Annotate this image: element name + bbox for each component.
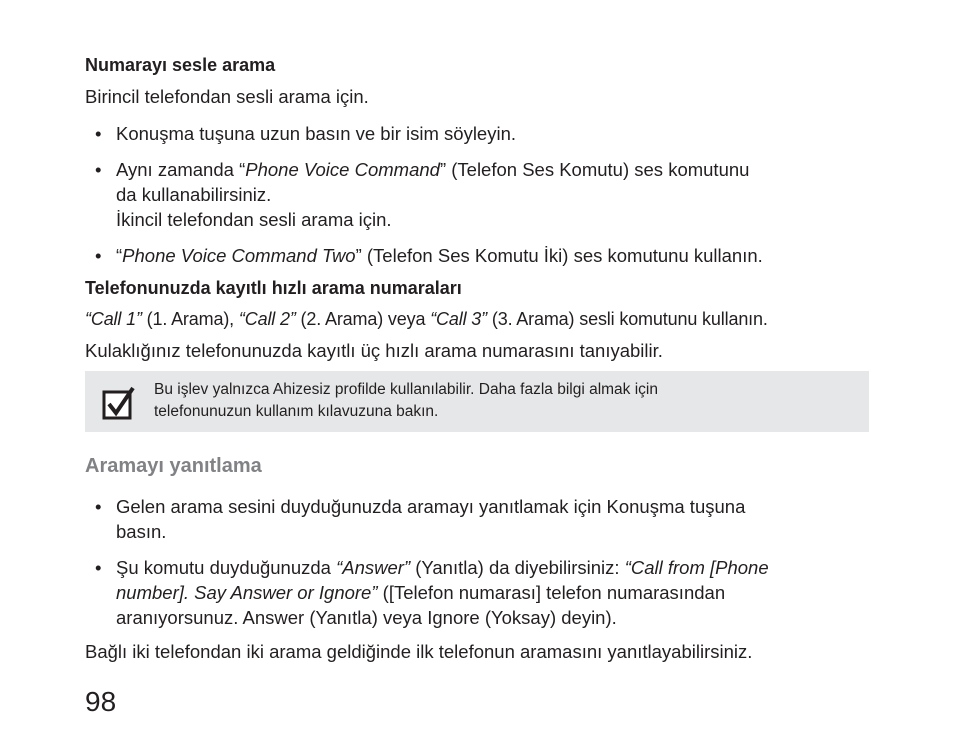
answer-bullet2-pre: Şu komutu duyduğunuzda [116, 557, 337, 578]
call-from-command: “Call from [Phone [624, 557, 769, 578]
bullet3-pre: “ [116, 245, 123, 266]
phone-voice-command: Phone Voice Command [245, 159, 440, 180]
answer-section-title: Aramayı yanıtlama [85, 455, 262, 477]
note-line-2: telefonunuzun kullanım kılavuzuna bakın. [154, 403, 439, 420]
voice-dial-bullet-3 [116, 243, 763, 268]
bullet-dot: • [95, 123, 102, 144]
voice-dial-bullet-1: Konuşma tuşuna uzun basın ve bir isim söyleyin. [116, 123, 517, 144]
call-2-tr: (2. Arama) veya [295, 309, 431, 329]
call-2: “Call 2” [238, 309, 296, 329]
note-line-1: Bu işlev yalnızca Ahizesiz profilde kullanılabilir. Daha fazla bilgi almak için [154, 381, 658, 398]
answer-bullet1-line1: Gelen arama sesini duyduğunuzda aramayı yanıtlamak için Konuşma tuşuna [116, 496, 746, 517]
bullet3-post: ” (Telefon Ses Komutu İki) ses komutunu kullanın. [355, 245, 763, 266]
say-answer-or-ignore: number]. Say Answer or Ignore” [116, 582, 378, 603]
voice-dial-heading: Numarayı sesle arama [85, 55, 276, 75]
answer-bullet-2 [116, 555, 769, 630]
answer-bullet2-mid: (Yanıtla) da diyebilirsiniz: [410, 557, 625, 578]
two-phones-note: Bağlı iki telefondan iki arama geldiğinde ilk telefonun aramasını yanıtlayabilirsiniz. [85, 641, 753, 662]
speed-dial-commands [85, 309, 768, 330]
bullet2-post: ” (Telefon Ses Komutu) ses komutunu [439, 159, 750, 180]
call-3-tr: (3. Arama) sesli komutunu kullanın. [487, 309, 768, 329]
checkbox-icon [102, 386, 136, 420]
bullet-dot: • [95, 159, 102, 180]
speed-dial-heading: Telefonunuzda kayıtlı hızlı arama numaraları [85, 278, 462, 298]
page-number: 98 [85, 686, 117, 717]
primary-phone-intro: Birincil telefondan sesli arama için. [85, 86, 369, 107]
speed-dial-description: Kulaklığınız telefonunuzda kayıtlı üç hızlı arama numarasını tanıyabilir. [85, 340, 663, 361]
bullet-dot: • [95, 496, 102, 517]
call-1-tr: (1. Arama), [141, 309, 239, 329]
note-box [85, 371, 869, 432]
bullet2-pre: Aynı zamanda “ [116, 159, 246, 180]
call-3: “Call 3” [430, 309, 488, 329]
note-text [154, 379, 658, 423]
answer-command: “Answer” [336, 557, 411, 578]
answer-bullet2-line3: aranıyorsunuz. Answer (Yanıtla) veya Ignore (Yoksay) deyin). [116, 607, 617, 628]
bullet-dot: • [95, 245, 102, 266]
answer-bullet1-line2: basın. [116, 521, 167, 542]
answer-bullet2-line2-post: ([Telefon numarası] telefon numarasından [377, 582, 726, 603]
bullet-dot: • [95, 557, 102, 578]
call-1: “Call 1” [85, 309, 142, 329]
phone-voice-command-two: Phone Voice Command Two [122, 245, 356, 266]
answer-bullet-1 [116, 494, 745, 544]
voice-dial-bullet-2 [116, 157, 749, 232]
secondary-phone-intro: İkincil telefondan sesli arama için. [116, 209, 392, 230]
bullet2-line2: da kullanabilirsiniz. [116, 184, 272, 205]
